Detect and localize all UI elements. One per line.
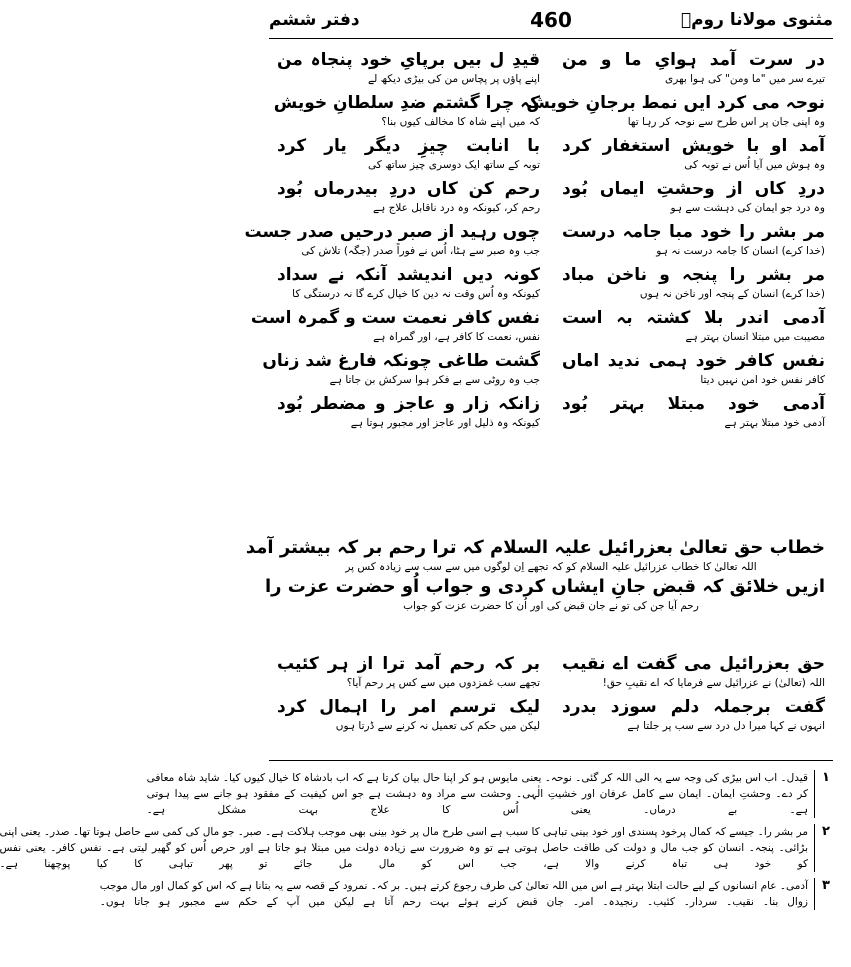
right-hemistich [562,306,825,345]
right-hemistich [562,652,825,691]
verse-line: قیدِ ل بیں برپایِ خود پنجاہ من [277,50,541,70]
verse-line: آمد او با خویش استغفار کرد [561,136,825,156]
translation-line: نفس، نعمت کا کافر ہے، اور گمراہ ہے [373,331,541,343]
right-hemistich [562,695,825,734]
verse-line: چوں رہید از صبر درحیں صدر جست [244,222,541,242]
left-hemistich [277,48,540,87]
translation-line: کہ میں اپنے شاہ کا مخالف کیوں بنا؟ [381,116,541,128]
translation-line: وہ ہوش میں آیا اُس نے توبہ کی [684,159,825,171]
left-hemistich [277,177,540,216]
couplet [277,695,825,734]
verse-line: کہ چرا گشتم ضدِ سلطانِ خویش [273,93,541,113]
footnote-line: کر دے۔ وحشتِ ایمان۔ ایمان سے کامل عرفان اور خشیتِ الٰہی۔ وحشت سے مراد وہ دہشت ہے جو اس کیفیت کے مفقود ہو جانے سے پیدا ہوتی [146,788,808,800]
couplet [244,220,825,259]
translation-line: وہ اپنی جان پر اس طرح سے نوحہ کر رہا تھا [627,116,825,128]
right-hemistich [562,263,825,302]
footnote-text [100,878,815,910]
footnote-line: ہے۔ بے درماں۔ یعنی اُس کا علاج بہت مشکل ہے۔ [146,804,808,816]
translation-line: توبہ کے ساتھ ایک دوسری چیز ساتھ کی [367,159,541,171]
footnote-number: ۱ [822,770,830,785]
couplet [277,134,825,173]
couplet [277,263,825,302]
translation-line: کیونکہ وہ اُس وقت نہ دین کا خیال کرے گا نہ درستگی کا [292,288,541,300]
verse-line: زانکہ زار و عاجز و مضطر بُود [277,394,541,414]
footnote-text [147,770,815,818]
translation-line: جب وہ صبر سے ہٹا، اُس نے فوراً صدر (جگہ) تلاش کی [301,245,541,257]
verse-line: لیک ترسم امر را اہمال کرد [277,697,541,717]
translation-line: رحم کر، کیونکہ وہ درد ناقابل علاج ہے [373,202,541,214]
left-hemistich [277,695,540,734]
heading-translation-1: اللہ تعالیٰ کا خطاب عزرائیل علیہ السلام کو کہ تجھے اِن لوگوں میں سے سب سے زیادہ کس پر [345,561,757,573]
footnotes [0,770,837,916]
couplet [262,349,825,388]
left-hemistich [244,220,541,259]
footnote-line: بڑائی۔ پنجہ۔ انسان کو جب مال و دولت کی طاقت حاصل ہوتی ہے تو وہ ضرورت سے زیادہ دولت میں مبتلا ہو جاتا ہے اور حرص اُس کو گھیر لیتی ہے۔ نفس کافر۔ یعنی نفس [0,842,808,854]
footnote-text [0,824,815,872]
book-title: مثنوی مولانا رومؒ [680,10,833,30]
verse-line: گفت برجملہ دلم سوزد بدرد [561,697,825,717]
left-hemistich [277,392,540,431]
couplet-block-2 [277,652,825,738]
section-heading [245,536,825,614]
left-hemistich [277,652,540,691]
right-hemistich [562,48,825,87]
right-hemistich [526,91,825,130]
footnote-line: زوال بنا۔ نقیب۔ سردار۔ کئیب۔ رنجیدہ۔ امر۔ جان قبض کرنے ہوئے بہت رحم آتا ہے لیکن میں آپ کے حکم سے مجبور ہو جاتا ہوں۔ [99,896,808,908]
footnote-number: ۲ [822,824,830,839]
left-hemistich [250,306,541,345]
verse-line: بر کہ رحم آمد ترا از ہر کئیب [277,654,541,674]
page-number: 460 [530,8,572,32]
translation-line: انہوں نے کہا میرا دل درد سے سب پر جلتا ہے [627,720,825,732]
translation-line: (خدا کرے) انسان کا جامہ درست نہ ہو [656,245,825,257]
translation-line: (خدا کرے) انسان کے پنجہ اور ناخن نہ ہوں [639,288,825,300]
translation-line: اللہ (تعالیٰ) نے عزرائیل سے فرمایا کہ اے نقیبِ حق! [602,677,825,689]
translation-line: آدمی خود مبتلا بہتر ہے [724,417,825,429]
translation-line: کیونکہ وہ ذلیل اور عاجز اور مجبور ہوتا ہے [350,417,541,429]
couplet-block-1 [244,48,825,435]
heading-translation-2: رحم آیا جن کی تو نے جان قبض کی اور اُن کا حضرت عزت کو جواب [403,600,699,612]
right-hemistich [562,134,825,173]
verse-line: مر بشر را خود مبا جامہ درست [561,222,825,242]
right-hemistich [562,177,825,216]
translation-line: مصیبت میں مبتلا انسان بہتر ہے [685,331,825,343]
header-rule [269,38,833,39]
verse-line: مر بشر را پنجہ و ناخن مباد [561,265,825,285]
footnote-line: مر بشر را۔ جیسے کہ کمال پرخود پسندی اور خود بینی تباہی کا سبب ہے اسی طرح مال پر خود بینی بھی موجب ہلاکت ہے۔ صبر۔ جو مال کی کمی سے حاصل ہوتا تھا۔ صدر۔ یعنی اپنی [0,826,808,838]
footnote-line: آدمی۔ عام انسانوں کے لیے حالت ابتلا بہتر ہے اس میں اللہ تعالیٰ کی طرف رجوع کرتے ہیں۔ بر کہ۔ نمرود کے قصہ سے یہ بتانا ہے کہ اس کو کمال اور مال موجب [99,880,808,892]
verse-line: با انابت چیزِ دیگر یار کرد [277,136,541,156]
footnote-line: کو خود ہی تباہ کرنے والا ہے، جب اس کو مال مل جائے تو پھر تباہی کا کیا پوچھنا ہے۔ [0,858,808,870]
translation-line: تیرے سر میں "ما ومن" کی ہوا بھری [665,73,825,85]
right-hemistich [562,349,825,388]
translation-line: تجھے سب غمزدوں میں سے کس پر رحم آیا؟ [346,677,541,689]
translation-line: لیکن میں حکم کی تعمیل نہ کرنے سے ڈرتا ہوں [335,720,541,732]
left-hemistich [277,134,540,173]
heading-verse-1: خطاب حق تعالیٰ بعزرائیل علیہ السلام کہ ترا رحم بر کہ بیشتر آمد [245,537,825,558]
verse-line: نفس کافر خود ہمی ندید اماں [561,351,825,371]
verse-line: رحم کن کاں دردِ بیدرماں بُود [277,179,541,199]
left-hemistich [273,91,541,130]
footnote-line: قیدل۔ اب اس بیڑی کی وجہ سے یہ الی اللہ کر گئی۔ نوحہ۔ یعنی مایوس ہو کر اپنا حال بیان کرتا ہے کہ اب بادشاہ کا خیال کیوں کیا۔ شاید شاہ معافی [146,772,808,784]
couplet [277,177,825,216]
couplet [277,48,825,87]
verse-line: آدمی اندر بلا کشتہ بہ است [561,308,825,328]
footnote-rule [269,760,833,761]
translation-line: کافر نفس خود امن نہیں دیتا [700,374,825,386]
couplet [277,392,825,431]
verse-line: گشت طاغی چونکہ فارغ شد زناں [262,351,541,371]
verse-line: حق بعزرائیل می گفت اے نقیب [561,654,825,674]
couplet [250,306,825,345]
couplet [273,91,825,130]
footnote [146,770,837,818]
right-hemistich [562,392,825,431]
verse-line: کونہ دیں اندیشد آنکہ نے سداد [277,265,541,285]
verse-line: دردِ کاں از وحشتِ ایماں بُود [561,179,825,199]
footnote-number: ۳ [822,878,830,893]
left-hemistich [277,263,540,302]
verse-line: نوحہ می کرد ایں نمط برجانِ خویش [526,93,825,113]
right-hemistich [562,220,825,259]
couplet [277,652,825,691]
translation-line: اپنے پاؤں پر پچاس من کی بیڑی دیکھ لے [367,73,541,85]
verse-line: نفس کافر نعمت ست و گمرہ است [250,308,541,328]
verse-line: آدمی خود مبتلا بہتر بُود [561,394,825,414]
translation-line: جب وہ روٹی سے بے فکر ہوا سرکش بن جاتا ہے [329,374,541,386]
left-hemistich [262,349,541,388]
heading-verse-2: ازیں خلائق کہ قبض جانِ ایشاں کردی و جواب اُو حضرت عزت را [264,576,825,597]
translation-line: وہ درد جو ایمان کی دہشت سے ہو [670,202,825,214]
verse-line: در سرت آمد ہوایِ ما و من [561,50,825,70]
page-header [269,8,833,34]
footnote [99,878,837,910]
footnote [0,824,837,872]
volume-label: دفتر ششم [269,10,360,30]
